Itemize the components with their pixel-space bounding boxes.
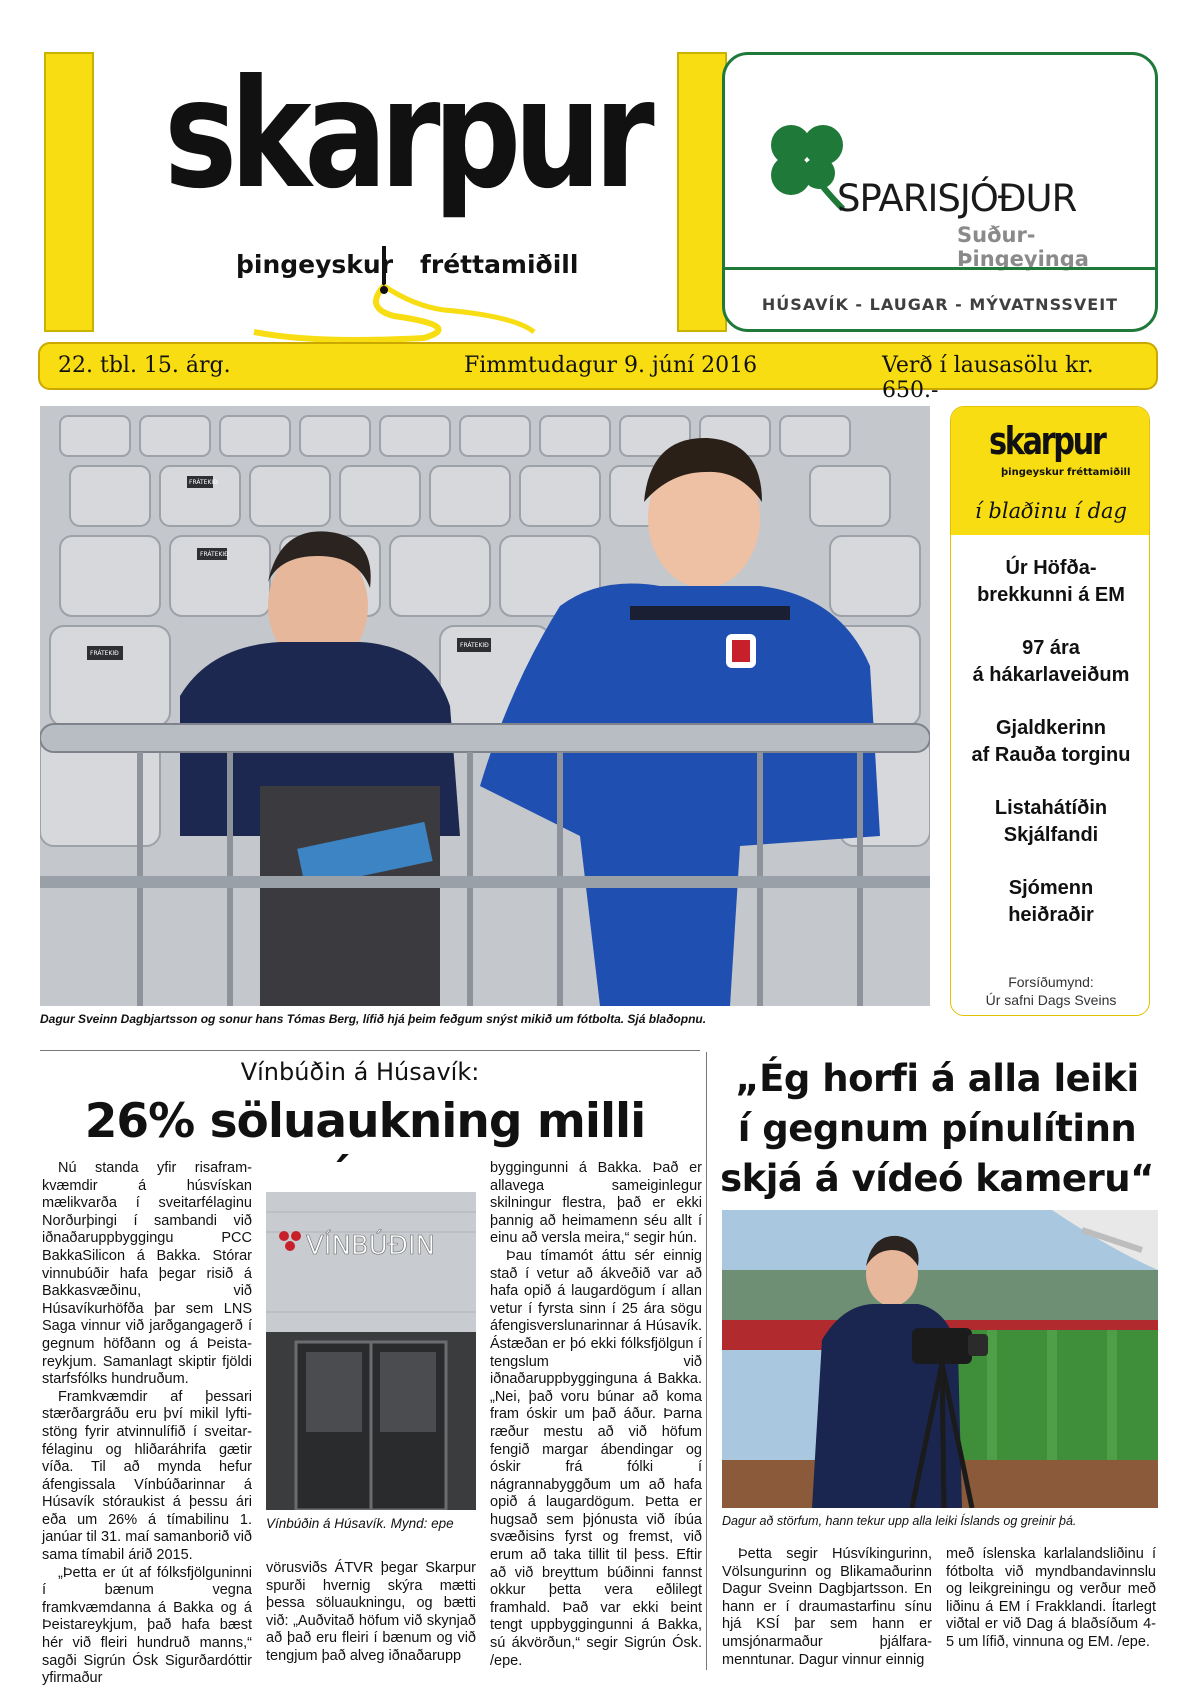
sidebar-heading: í blaðinu í dag: [975, 499, 1127, 523]
article1-paragraph: „Þetta er út af fólksfjölguninni í bænum vegna framkvæmdanna á Bakka og á Þeistareykjum, það hafa bæst hér við fleiri hundruð manns,“ sagði Sigrún Ósk Sigurðardóttir yfirmaður: [42, 1564, 252, 1687]
sidebar-item-listahatid[interactable]: [951, 795, 1150, 849]
sponsor-places: HÚSAVÍK - LAUGAR - MÝVATNSSVEIT: [761, 295, 1119, 314]
masthead-tagline-right: fréttamiðill: [420, 250, 579, 279]
cameraman-photo: [722, 1210, 1158, 1508]
masthead-tagline-left: þingeyskur: [236, 250, 394, 279]
article2-column-1: [722, 1546, 932, 1669]
article1-paragraph: Framkvæmdir af þessari stærðargráðu eru því mikil lyftistöng fyrir atvinnulífið í sveitarfélaginu og hliðaráhrifa gætir víða. Til að mynda hefur áfengissala Vínbúðarinnar á Húsavík stóraukist á þessu ári eða um 26% á tímabilinu 1. janúar til 31. maí samanborið við sama tímabil árið 2015.: [42, 1388, 252, 1564]
front-photo-caption: Dagur Sveinn Dagbjartsson og sonur hans Tómas Berg, lífið hjá þeim feðgum snýst mikið um fótbolta. Sjá blaðopnu.: [40, 1012, 707, 1026]
sidebar-item-line: af Rauða torginu: [971, 744, 1131, 766]
front-photo-illustration: [40, 406, 930, 1006]
article1-paragraph: vörusviðs ÁTVR þegar Skarpur spurði hvernig skýra mætti þessa söluaukningu, og bætti við: „Auðvitað höfum við skynjað að það eru fleiri í bænum og við tengjum það alveg iðnaðarupp: [266, 1560, 476, 1664]
credit-source: Úr safni Dags Sveins: [985, 992, 1117, 1008]
vinbudin-photo-caption: Vínbúðin á Húsavík. Mynd: epe: [266, 1516, 454, 1531]
sidebar-item-hakarlaveidar[interactable]: [951, 635, 1150, 689]
inside-this-issue-box: [950, 406, 1150, 1016]
cameraman-photo-caption: Dagur að störfum, hann tekur upp alla leiki Íslands og greinir þá.: [722, 1514, 1077, 1528]
cover-photo-credit: [951, 973, 1150, 1009]
article1-kicker: Vínbúðin á Húsavík:: [240, 1058, 480, 1086]
article2-headline-line: „Ég horfi á alla leiki: [735, 1057, 1139, 1100]
sidebar-item-line: Gjaldkerinn: [995, 717, 1107, 739]
article2-column-2: [946, 1546, 1156, 1652]
sponsor-subtitle: Suður-Þingeyinga: [957, 223, 1089, 271]
sidebar-item-gjaldkerinn[interactable]: [951, 715, 1150, 769]
sidebar-tagline-left: þingeyskur: [1001, 467, 1064, 478]
article2-paragraph: Þetta segir Húsvíkingurinn, Völsungurinn og Blikamaðurinn Dagur Sveinn Dagbjartsson. En hann er í draumastarfinu sínu hjá KSÍ þar sem hann er umsjónarmaður þjálfaramenntunar. Dagur vinnur einnig: [722, 1546, 932, 1668]
sidebar-item-line: Skjálfandi: [1003, 824, 1099, 846]
article1-column-2: [266, 1560, 476, 1666]
sidebar-item-line: Úr Höfða-: [1005, 557, 1097, 579]
masthead-yellow-block-left: [44, 52, 94, 332]
issue-price: Verð í lausasölu kr. 650.-: [882, 353, 1094, 403]
sidebar-item-line: á hákarlaveiðum: [972, 664, 1130, 686]
sidebar-header: [951, 407, 1150, 535]
article2-headline-line: í gegnum pínulítinn: [737, 1107, 1137, 1150]
article1-paragraph: byggingunni á Bakka. Það er allavega sameiginlegur skilningur flestra, það er ekki þannig að heimamenn séu allt í einu að versla meira,“ segir hún.: [490, 1160, 702, 1247]
sidebar-item-line: heiðraðir: [1008, 904, 1094, 926]
sidebar-item-line: Listahátíðin: [994, 797, 1108, 819]
dateline-bar: [38, 342, 1158, 403]
sidebar-item-line: Sjómenn: [1008, 877, 1094, 899]
section-divider: [40, 1050, 700, 1051]
article1-headline[interactable]: 26% söluaukning milli: [84, 1094, 646, 1149]
credit-label: Forsíðumynd:: [1008, 974, 1094, 990]
article1-paragraph: Þau tímamót áttu sér einnig stað í vetur að ákveðið var að hafa opið á laugardögum í allan vetur í fyrsta sinn í 25 ára sögu áfengisverslunarinnar á Húsavík. Ástæðan er þó ekki fólksfjölgun í tengslum við iðnaðaruppbygginguna á Bakka. „Nei, það voru búnar að koma fram óskir um það áður. Þarna ræður mestu að við höfum fengið margar ábendingar og óskir frá fólki í nágrannabyggðum um að hafa opið á laugardögum. Þetta er hugsað sem þjónusta við íbúa svæðisins fyrst og fremst, við erum að taka tillit til þess. Eftir að við breyttum búðinni fannst okkur þetta vera eðlilegt framhald. Það var ekki beint tengt uppbyggingunni á Bakka, sú ákvörðun,“ segir Sigrún Ósk. /epe.: [490, 1247, 702, 1669]
article2-paragraph: með íslenska karlalandsliðinu í fótbolta við myndbandavinnslu og leikgreiningu og verður með liðinu á EM í Frakklandi. Ítarlegt viðtal er við Dag á blaðsíðum 4-5 um lífið, vinnuna og EM. /epe.: [946, 1546, 1156, 1650]
vinbudin-photo: [266, 1162, 476, 1510]
vinbudin-photo-illustration: [266, 1162, 476, 1510]
sponsor-divider: [725, 267, 1155, 270]
issue-number: 22. tbl. 15. árg.: [58, 353, 231, 378]
sponsor-ad[interactable]: [722, 52, 1158, 332]
article2-headline-line: skjá á vídeó kameru“: [720, 1157, 1154, 1200]
issue-date: Fimmtudagur 9. júní 2016: [464, 353, 758, 378]
sidebar-tagline-right: fréttamiðill: [1067, 467, 1131, 478]
svg-text:FRÁTEKIÐ: FRÁTEKIÐ: [189, 479, 218, 486]
masthead-logo: skarpur: [164, 48, 648, 222]
masthead-yellow-block-right: [677, 52, 727, 332]
sidebar-item-line: 97 ára: [1022, 637, 1080, 659]
masthead: [44, 48, 727, 332]
sponsor-name: SPARISJÓÐUR: [837, 177, 1077, 220]
article1-paragraph: Nú standa yfir risaframkvæmdir á húsvískan mælikvarða í sveitarfélaginu Norðurþingi í sambandi við iðnaðaruppbyggingu PCC BakkaSilicon á Bakka. Stórar vinnubúðir hafa þegar risið á Bakkasvæðinu, við Húsavíkurhöfða þar sem LNS Saga vinnur við jarðgangagerð í gegnum höfðann og á Þeistareykjum. Samanlagt skiptir fjöldi starfsfólks hundruðum.: [42, 1160, 252, 1388]
sidebar-item-hofdabrekka[interactable]: [951, 555, 1150, 609]
sidebar-logo: skarpur: [989, 419, 1105, 463]
svg-text:FRÁTEKIÐ: FRÁTEKIÐ: [460, 642, 489, 649]
article1-column-3: [490, 1160, 702, 1670]
sidebar-item-sjomenn[interactable]: [951, 875, 1150, 929]
svg-text:FRÁTEKIÐ: FRÁTEKIÐ: [90, 650, 119, 657]
cameraman-photo-illustration: [722, 1210, 1158, 1508]
svg-text:FRÁTEKIÐ: FRÁTEKIÐ: [200, 551, 229, 558]
article2-headline[interactable]: [712, 1054, 1162, 1204]
front-photo: [40, 406, 930, 1006]
column-divider: [706, 1052, 707, 1670]
sidebar-item-line: brekkunni á EM: [977, 584, 1125, 606]
svg-text:VÍNBÚÐIN: VÍNBÚÐIN: [306, 1231, 436, 1261]
article1-column-1: [42, 1160, 252, 1688]
